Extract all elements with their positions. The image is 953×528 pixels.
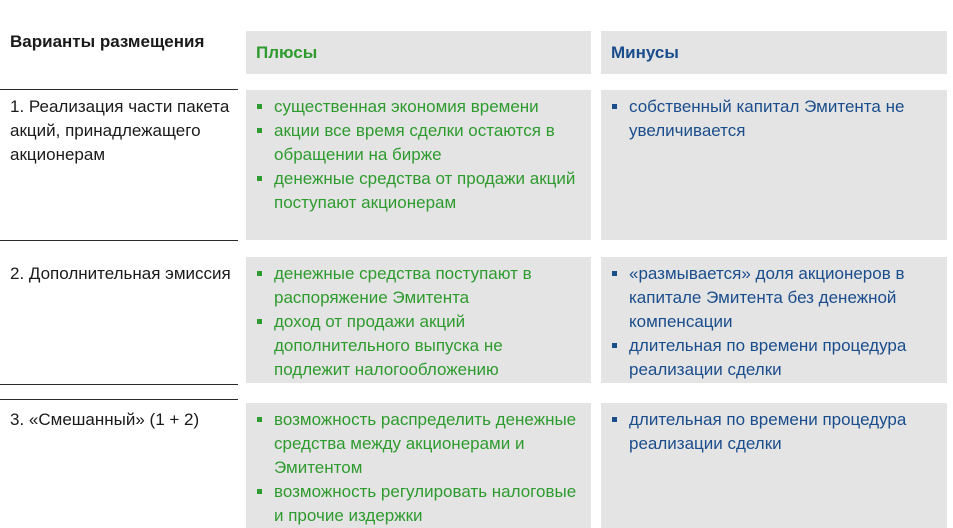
list-item: собственный капитал Эмитента не увеличивается bbox=[611, 95, 939, 143]
bullet-square-icon bbox=[612, 343, 617, 348]
row-1-label: 1. Реализация части пакета акций, принадлежащего акционерам bbox=[10, 97, 230, 164]
row-3-minus-cell bbox=[601, 403, 947, 528]
list-item: возможность регулировать налоговые и прочие издержки bbox=[256, 480, 583, 528]
list-item: денежные средства от продажи акций поступают акционерам bbox=[256, 167, 583, 215]
bullet-square-icon bbox=[257, 271, 262, 276]
row-1-plus-cell bbox=[246, 90, 591, 240]
list-item: доход от продажи акций дополнительного выпуска не подлежит налогообложению bbox=[256, 310, 583, 382]
bullet-square-icon bbox=[257, 417, 262, 422]
header-plus: Плюсы bbox=[246, 31, 591, 74]
row-separator bbox=[0, 89, 238, 90]
list-item: длительная по времени процедура реализации сделки bbox=[611, 334, 939, 382]
row-3-plus-cell bbox=[246, 403, 591, 528]
list-item: «размывается» доля акционеров в капитале Эмитента без денежной компенсации bbox=[611, 262, 939, 334]
bullet-square-icon bbox=[257, 104, 262, 109]
row-2-plus-cell bbox=[246, 257, 591, 383]
row-2-minus-cell bbox=[601, 257, 947, 383]
bullet-square-icon bbox=[612, 104, 617, 109]
row-3-label: 3. «Смешанный» (1 + 2) bbox=[10, 410, 200, 429]
list-item: возможность распределить денежные средства между акционерами и Эмитентом bbox=[256, 408, 583, 480]
row-separator bbox=[0, 384, 238, 385]
row-separator bbox=[0, 399, 238, 400]
bullet-square-icon bbox=[257, 128, 262, 133]
list-item: акции все время сделки остаются в обращении на бирже bbox=[256, 119, 583, 167]
list-item: длительная по времени процедура реализации сделки bbox=[611, 408, 939, 456]
header-minus: Минусы bbox=[601, 31, 947, 74]
list-item: денежные средства поступают в распоряжение Эмитента bbox=[256, 262, 583, 310]
bullet-square-icon bbox=[257, 176, 262, 181]
row-separator bbox=[0, 240, 238, 241]
header-variants: Варианты размещения bbox=[10, 32, 205, 51]
bullet-square-icon bbox=[612, 271, 617, 276]
bullet-square-icon bbox=[257, 319, 262, 324]
bullet-square-icon bbox=[612, 417, 617, 422]
bullet-square-icon bbox=[257, 489, 262, 494]
row-2-label: 2. Дополнительная эмиссия bbox=[10, 264, 231, 283]
list-item: существенная экономия времени bbox=[256, 95, 583, 119]
row-1-minus-cell bbox=[601, 90, 947, 240]
